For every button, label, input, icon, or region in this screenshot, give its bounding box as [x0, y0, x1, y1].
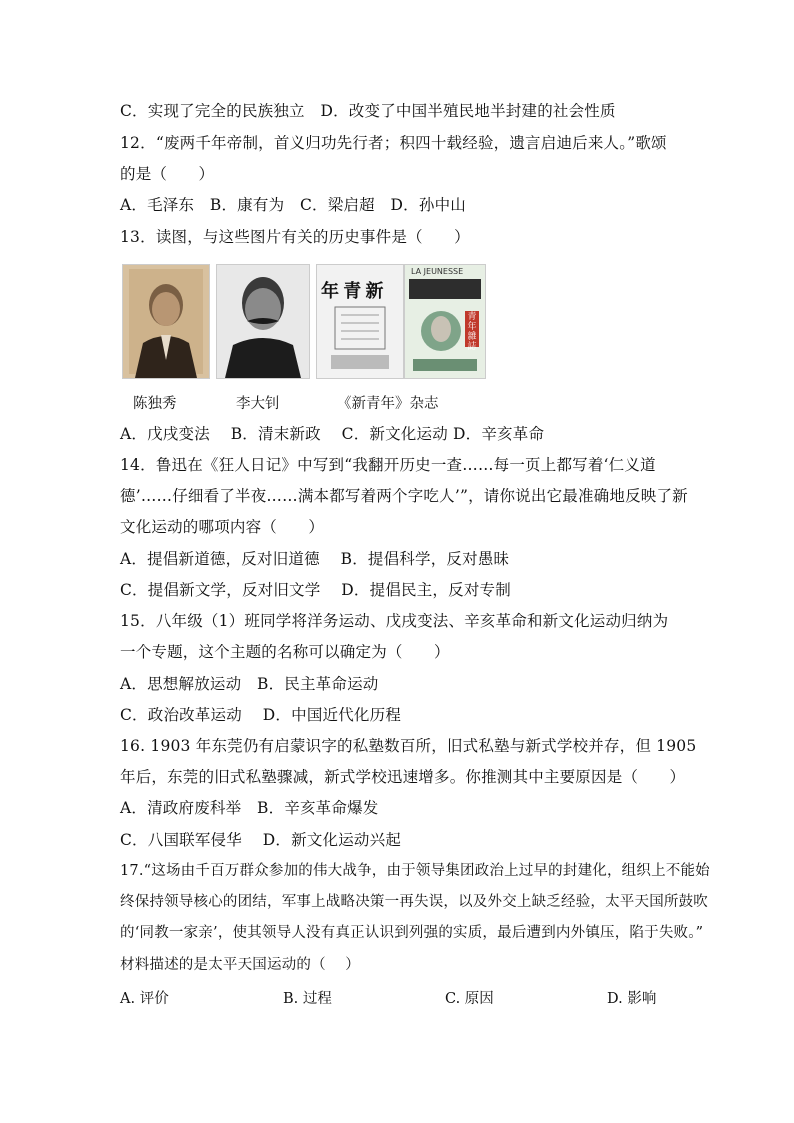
q16-options-ab: A．清政府废科举 B．辛亥革命爆发: [120, 799, 379, 817]
q17-option-b: B. 过程: [283, 991, 332, 1007]
q13-image-strip: [122, 264, 492, 378]
q16-stem-line1: 16. 1903 年东莞仍有启蒙识字的私塾数百所，旧式私塾与新式学校并存，但 1905: [120, 737, 697, 755]
q15-options-cd: C．政治改革运动 D．中国近代化历程: [120, 706, 402, 724]
q17-stem-line2: 终保持领导核心的团结，军事上战略决策一再失误，以及外交上缺乏经验，太平天国所鼓吹: [120, 894, 708, 910]
q12-stem-line2: 的是（ ）: [120, 165, 215, 183]
q17-option-c: C. 原因: [445, 991, 494, 1007]
q13-stem: 13．读图，与这些图片有关的历史事件是（ ）: [120, 228, 470, 246]
caption-xin-qingnian: 《新青年》杂志: [337, 396, 439, 412]
magazine-cover-la-jeunesse: [404, 264, 486, 379]
q15-stem-line1: 15．八年级（1）班同学将洋务运动、戊戌变法、辛亥革命和新文化运动归纳为: [120, 612, 669, 630]
q14-options-cd: C．提倡新文学，反对旧文学 D．提倡民主，反对专制: [120, 581, 511, 599]
q14-options-ab: A．提倡新道德，反对旧道德 B．提倡科学，反对愚昧: [120, 550, 510, 568]
q17-stem-line3: 的‘同教一家亲’，使其领导人没有真正认识到列强的实质，最后遭到内外镇压，陷于失败。”: [120, 925, 704, 941]
q17-stem-line1: 17.“这场由千百万群众参加的伟大战争，由于领导集团政治上过早的封建化，组织上不能始: [120, 863, 710, 879]
magazine-cover-xin-qingnian: [316, 264, 404, 379]
caption-chen-duxiu: 陈独秀: [133, 396, 177, 412]
q17-option-a: A. 评价: [120, 991, 169, 1007]
q13-options: A．戊戌变法 B．清末新政 C．新文化运动 D．辛亥革命: [120, 425, 545, 443]
q14-stem-line3: 文化运动的哪项内容（ ）: [120, 518, 325, 536]
magazine-cover-latin-title: LA JEUNESSE: [411, 267, 464, 276]
portrait-chen-duxiu: [122, 264, 210, 379]
magazine-cover-side-text: 青年雜誌: [467, 312, 477, 352]
q17-stem-line4: 材料描述的是太平天国运动的（ ）: [120, 957, 361, 973]
q14-stem-line1: 14．鲁迅在《狂人日记》中写到“我翻开历史一查……每一页上都写着‘仁义道: [120, 456, 656, 474]
q15-options-ab: A．思想解放运动 B．民主革命运动: [120, 675, 379, 693]
portrait-li-dazhao: [216, 264, 310, 379]
q16-stem-line2: 年后，东莞的旧式私塾骤减，新式学校迅速增多。你推测其中主要原因是（ ）: [120, 768, 686, 786]
q11-option-cd: C．实现了完全的民族独立 D．改变了中国半殖民地半封建的社会性质: [120, 102, 616, 120]
q12-options: A．毛泽东 B．康有为 C．梁启超 D．孙中山: [120, 196, 466, 214]
q15-stem-line2: 一个专题，这个主题的名称可以确定为（ ）: [120, 643, 450, 661]
q12-stem-line1: 12．“废两千年帝制，首义归功先行者；积四十载经验，遗言启迪后来人。”歌颂: [120, 134, 667, 152]
caption-li-dazhao: 李大钊: [236, 396, 280, 412]
q14-stem-line2: 德’……仔细看了半夜……满本都写着两个字吃人’”，请你说出它最准确地反映了新: [120, 487, 688, 505]
q16-options-cd: C．八国联军侵华 D．新文化运动兴起: [120, 831, 402, 849]
q17-option-d: D. 影响: [607, 991, 657, 1007]
magazine-cover-title: 年 青 新: [321, 281, 383, 302]
